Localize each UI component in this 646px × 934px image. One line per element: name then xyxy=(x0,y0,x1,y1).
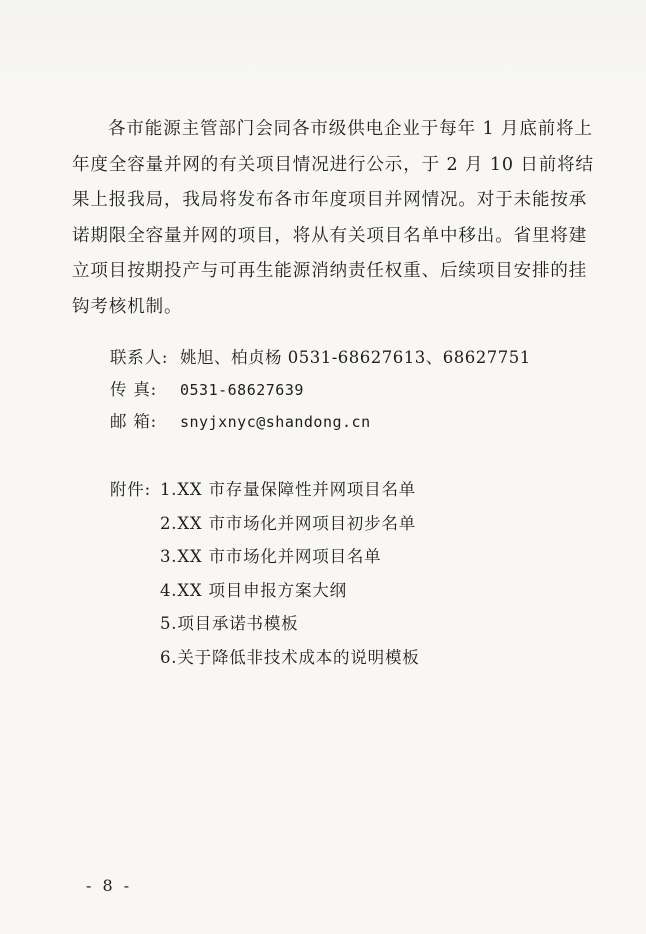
notice-paragraph xyxy=(72,112,594,325)
attachment-item: 3.XX 市市场化并网项目名单 xyxy=(160,547,382,566)
attachment-row xyxy=(110,574,420,608)
attachment-item: 4.XX 项目申报方案大纲 xyxy=(160,580,347,600)
attachment-item: 6.关于降低非技术成本的说明模板 xyxy=(160,647,420,667)
attachment-row xyxy=(110,507,420,541)
attachment-row xyxy=(110,540,420,574)
paragraph-line: 年度全容量并网的有关项目情况进行公示，于 2 月 10 日前将结 xyxy=(72,154,594,175)
attachment-row xyxy=(110,607,420,641)
attachment-label: 附件: xyxy=(110,480,151,499)
email-row xyxy=(110,406,531,438)
contact-person-label: 联系人: xyxy=(110,348,169,367)
paragraph-line: 钩考核机制。 xyxy=(72,296,183,317)
attachment-item: 5.项目承诺书模板 xyxy=(160,614,299,633)
fax-value: 0531-68627639 xyxy=(180,381,304,399)
attachment-item: 1.XX 市存量保障性并网项目名单 xyxy=(160,480,417,499)
contact-block xyxy=(110,342,531,438)
fax-row xyxy=(110,374,531,406)
page-number: - 8 - xyxy=(86,876,133,895)
paragraph-line: 果上报我局，我局将发布各市年度项目并网情况。对于未能按承 xyxy=(72,190,588,210)
contact-person-value: 姚旭、柏贞杨 0531-68627613、68627751 xyxy=(180,348,531,367)
contact-person-row xyxy=(110,342,531,374)
paragraph-line: 诺期限全容量并网的项目，将从有关项目名单中移出。省里将建 xyxy=(72,225,588,246)
attachment-list xyxy=(110,473,420,674)
email-value: snyjxnyc@shandong.cn xyxy=(180,413,371,431)
fax-label: 传 真: xyxy=(110,380,158,399)
email-label: 邮 箱: xyxy=(110,412,158,431)
attachment-row xyxy=(110,641,420,675)
paragraph-line: 各市能源主管部门会同各市级供电企业于每年 1 月底前将上 xyxy=(108,119,593,139)
attachment-row xyxy=(110,473,420,507)
paragraph-line: 立项目按期投产与可再生能源消纳责任权重、后续项目安排的挂 xyxy=(72,261,588,281)
attachment-item: 2.XX 市市场化并网项目初步名单 xyxy=(160,513,417,533)
